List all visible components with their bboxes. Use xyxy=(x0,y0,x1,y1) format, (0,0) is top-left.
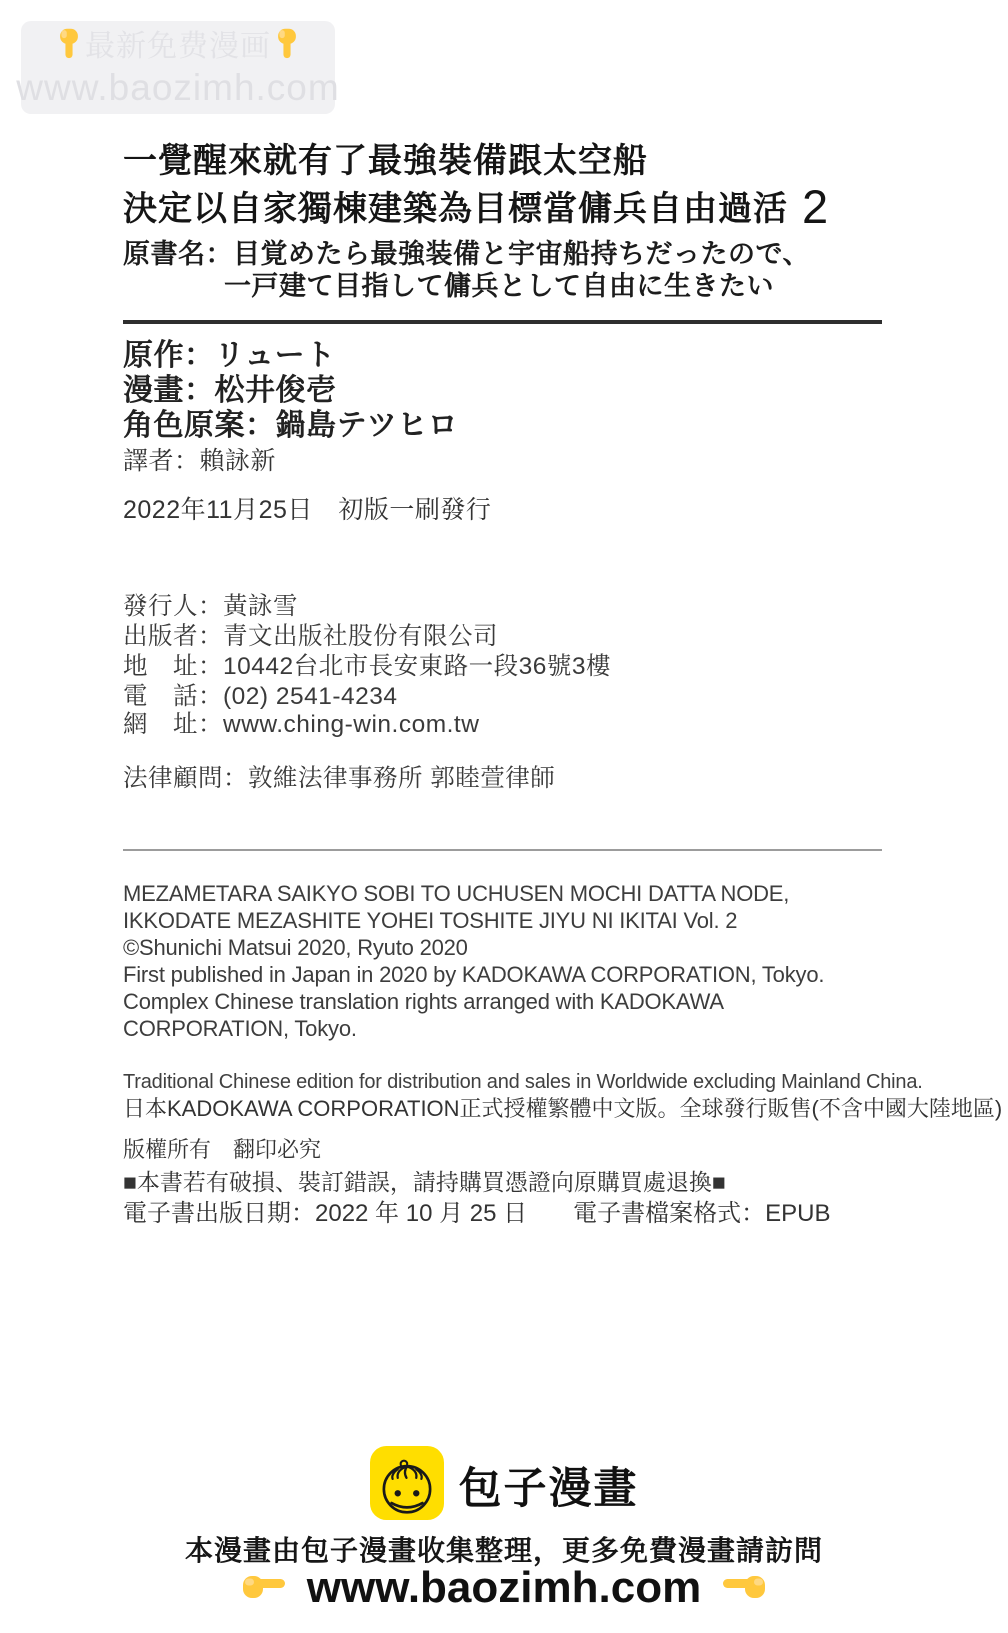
publisher-issuer: 發行人：黃詠雪 xyxy=(123,593,298,620)
watermark-banner[interactable] xyxy=(16,21,340,114)
footer-url-link[interactable] xyxy=(0,1563,1008,1613)
first-published-notice: First published in Japan in 2020 by KADOKAWA CORPORATION, Tokyo. xyxy=(123,962,825,987)
credit-character-design: 角色原案：鍋島テツヒロ xyxy=(123,409,459,442)
publisher-company: 出版者：青文出版社股份有限公司 xyxy=(123,623,498,650)
copyright-romaji-line1: MEZAMETARA SAIKYO SOBI TO UCHUSEN MOCHI DATTA NODE, xyxy=(123,881,790,906)
publisher-address: 地 址：10442台北市長安東路一段36號3樓 xyxy=(123,653,612,680)
divider-thick xyxy=(123,320,882,324)
ebook-info-line xyxy=(123,1200,830,1227)
ebook-format: 電子書檔案格式：EPUB xyxy=(573,1200,831,1227)
copyright-holders: ©Shunichi Matsui 2020, Ryuto 2020 xyxy=(123,935,468,960)
footer-brand-row xyxy=(0,1446,1008,1525)
first-print-date: 2022年11月25日 初版一刷發行 xyxy=(123,496,492,524)
footer-brand-name: 包子漫畫 xyxy=(458,1465,639,1513)
footer-url-text: www.baozimh.com xyxy=(306,1563,702,1612)
distribution-notice-en: Traditional Chinese edition for distribution and sales in Worldwide excluding Mainland China. xyxy=(123,1071,923,1093)
point-down-icon xyxy=(273,27,301,67)
volume-number: 2 xyxy=(802,180,829,233)
rights-reserved-notice: 版權所有 翻印必究 xyxy=(123,1137,322,1162)
translation-rights-line1: Complex Chinese translation rights arranged with KADOKAWA xyxy=(123,989,724,1014)
point-down-icon xyxy=(55,27,83,67)
credit-original-story: 原作：リュート xyxy=(123,339,336,372)
credit-translator: 譯者：賴詠新 xyxy=(123,447,277,475)
watermark-text: 最新免费漫画 xyxy=(85,29,271,63)
book-title-line2 xyxy=(123,180,829,233)
copyright-romaji-line2: IKKODATE MEZASHITE YOHEI TOSHITE JIYU NI IKITAI Vol. 2 xyxy=(123,908,738,933)
watermark-line1 xyxy=(55,27,301,67)
point-right-icon xyxy=(241,1568,287,1609)
authorization-notice-zh: 日本KADOKAWA CORPORATION正式授權繁體中文版。全球發行販售(不含中國大陸地區) xyxy=(123,1096,1003,1121)
ebook-publish-date: 電子書出版日期：2022 年 10 月 25 日 xyxy=(123,1200,528,1227)
watermark-url: www.baozimh.com xyxy=(16,66,340,108)
divider-thin xyxy=(123,849,882,851)
baozi-logo-icon xyxy=(370,1446,444,1525)
book-title-line2-text: 決定以自家獨棟建築為目標當傭兵自由過活 xyxy=(123,190,788,228)
footer-notice: 本漫畫由包子漫畫收集整理，更多免費漫畫請訪問 xyxy=(184,1535,823,1566)
translation-rights-line2: CORPORATION, Tokyo. xyxy=(123,1016,357,1041)
publisher-phone: 電 話：(02) 2541-4234 xyxy=(123,683,398,710)
book-title-line1: 一覺醒來就有了最強裝備跟太空船 xyxy=(123,142,648,180)
damage-return-notice: ■本書若有破損、裝訂錯誤，請持購買憑證向原購買處退換■ xyxy=(123,1169,726,1195)
point-left-icon xyxy=(721,1568,767,1609)
original-title-line2: 一戸建て目指して傭兵として自由に生きたい xyxy=(224,271,774,301)
original-title-line1: 原書名：目覚めたら最強装備と宇宙船持ちだったので、 xyxy=(123,239,810,269)
legal-advisor: 法律顧問：敦維法律事務所 郭睦萱律師 xyxy=(123,765,556,792)
credit-manga-artist: 漫畫：松井俊壱 xyxy=(123,374,337,407)
publisher-website: 網 址：www.ching-win.com.tw xyxy=(123,711,480,738)
